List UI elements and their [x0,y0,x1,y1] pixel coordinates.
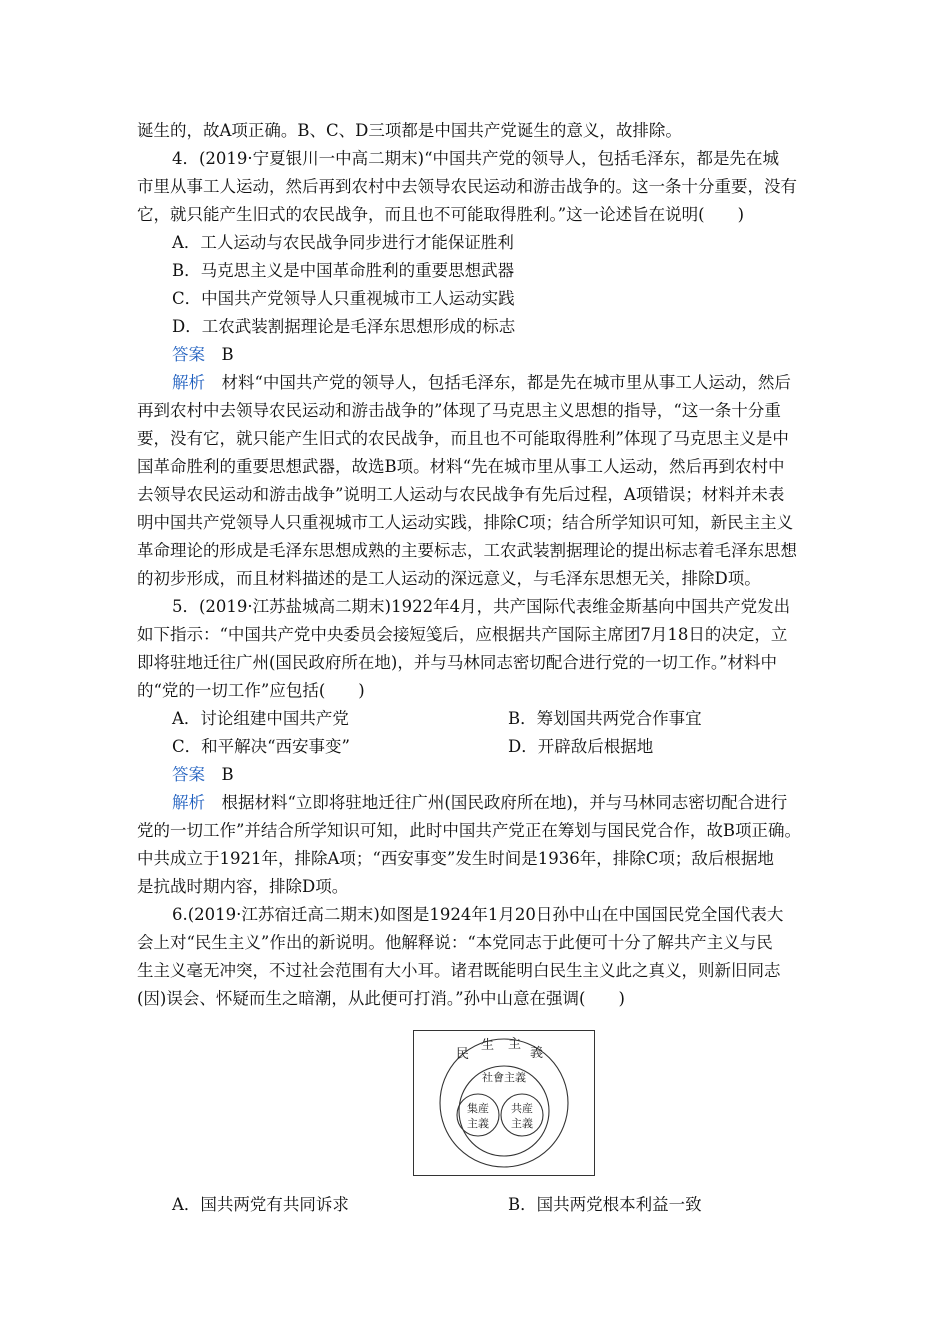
question-4-analysis-line: 国革命胜利的重要思想武器，故选B项。材料“先在城市里从事工人运动，然后再到农村中 [137,457,785,476]
outer-char-4: 義 [530,1046,544,1061]
question-4-answer [172,341,862,369]
left-label-top: 集産 [467,1102,489,1115]
answer-value: B [221,345,234,364]
question-6-option-b: B．国共两党根本利益一致 [508,1195,702,1214]
question-5-stem-line-4: 的“党的一切工作”应包括( ) [137,681,365,700]
question-5-stem-line-1: 5．(2019·江苏盐城高二期末)1922年4月，共产国际代表维金斯基向中国共产党发出 [172,597,791,616]
question-5-option-b: B．筹划国共两党合作事宜 [508,709,702,728]
question-5-stem-line-3: 即将驻地迁往广州(国民政府所在地)，并与马林同志密切配合进行党的一切工作。”材料中 [137,653,778,672]
question-4-option-d: D．工农武装割据理论是毛泽东思想形成的标志 [172,317,516,336]
outer-char-2: 生 [481,1038,495,1053]
question-5-analysis-line-1 [172,789,862,817]
left-label-bottom: 主義 [467,1117,489,1130]
middle-label: 社會主義 [482,1071,526,1084]
outer-char-1: 民 [456,1047,470,1062]
answer-label: 答案 [172,765,205,784]
question-5-option-c: C．和平解决“西安事变” [172,737,350,756]
question-6-stem-line-3: 生主义毫无冲突，不过社会范围有大小耳。诸君既能明白民生主义此之真义，则新旧同志 [137,961,781,980]
question-6-stem-line-1: 6.(2019·江苏宿迁高二期末)如图是1924年1月20日孙中山在中国国民党全国代表大 [172,905,784,924]
question-4-stem-line-3: 它，就只能产生旧式的农民战争，而且也不可能取得胜利。”这一论述旨在说明( ) [137,205,745,224]
answer-value: B [221,765,234,784]
question-4-stem-line-1: 4．(2019·宁夏银川一中高二期末)“中国共产党的领导人，包括毛泽东，都是先在城 [172,149,780,168]
paragraph-line: 诞生的，故A项正确。B、C、D三项都是中国共产党诞生的意义，故排除。 [137,121,682,140]
analysis-text: 根据材料“立即将驻地迁往广州(国民政府所在地)，并与马林同志密切配合进行 [221,793,788,812]
question-5-answer [172,761,862,789]
question-5-stem-line-2: 如下指示：“中国共产党中央委员会接短笺后，应根据共产国际主席团7月18日的决定，立 [137,625,788,644]
analysis-label: 解析 [172,793,205,812]
question-5-option-d: D．开辟敌后根据地 [508,737,654,756]
question-5-options-row-1 [172,705,862,733]
nested-circles-figure [414,1031,594,1175]
question-6-options-row-1 [172,1191,862,1219]
analysis-text: 材料“中国共产党的领导人，包括毛泽东，都是先在城市里从事工人运动，然后 [221,373,791,392]
question-5-options-row-2 [172,733,862,761]
right-label-bottom: 主義 [511,1117,533,1130]
question-4-analysis-line: 革命理论的形成是毛泽东思想成熟的主要标志，工农武装割据理论的提出标志着毛泽东思想 [137,541,797,560]
question-4-analysis-line: 要，没有它，就只能产生旧式的农民战争，而且也不可能取得胜利”体现了马克思主义是中 [137,429,789,448]
question-5-analysis-line: 党的一切工作”并结合所学知识可知，此时中国共产党正在筹划与国民党合作，故B项正确。 [137,821,802,840]
question-6-option-a: A．国共两党有共同诉求 [172,1195,349,1214]
question-6-stem-line-2: 会上对“民生主义”作出的新说明。他解释说：“本党同志于此便可十分了解共产主义与民 [137,933,773,952]
minsheng-diagram [413,1030,595,1176]
answer-label: 答案 [172,345,205,364]
question-4-analysis-line: 明中国共产党领导人只重视城市工人运动实践，排除C项；结合所学知识可知，新民主主义 [137,513,794,532]
question-5-analysis-line: 中共成立于1921年，排除A项；“西安事变”发生时间是1936年，排除C项；敌后根据地 [137,849,774,868]
question-4-analysis-line: 的初步形成，而且材料描述的是工人运动的深远意义，与毛泽东思想无关，排除D项。 [137,569,761,588]
question-4-option-c: C．中国共产党领导人只重视城市工人运动实践 [172,289,515,308]
question-4-option-a: A．工人运动与农民战争同步进行才能保证胜利 [172,233,514,252]
outer-char-3: 主 [508,1037,522,1052]
question-6-stem-line-4: (因)误会、怀疑而生之暗潮，从此便可打消。”孙中山意在强调( ) [137,989,625,1008]
question-4-analysis-line-1 [172,369,862,397]
question-5-analysis-line: 是抗战时期内容，排除D项。 [137,877,349,896]
question-4-analysis-line: 去领导农民运动和游击战争”说明工人运动与农民战争有先后过程，A项错误；材料并未表 [137,485,785,504]
analysis-label: 解析 [172,373,205,392]
question-4-stem-line-2: 市里从事工人运动，然后再到农村中去领导农民运动和游击战争的。这一条十分重要，没有 [137,177,797,196]
question-4-analysis-line: 再到农村中去领导农民运动和游击战争的”体现了马克思主义思想的指导，“这一条十分重 [137,401,781,420]
question-4-option-b: B．马克思主义是中国革命胜利的重要思想武器 [172,261,515,280]
question-5-option-a: A．讨论组建中国共产党 [172,709,349,728]
right-label-top: 共産 [511,1102,533,1115]
